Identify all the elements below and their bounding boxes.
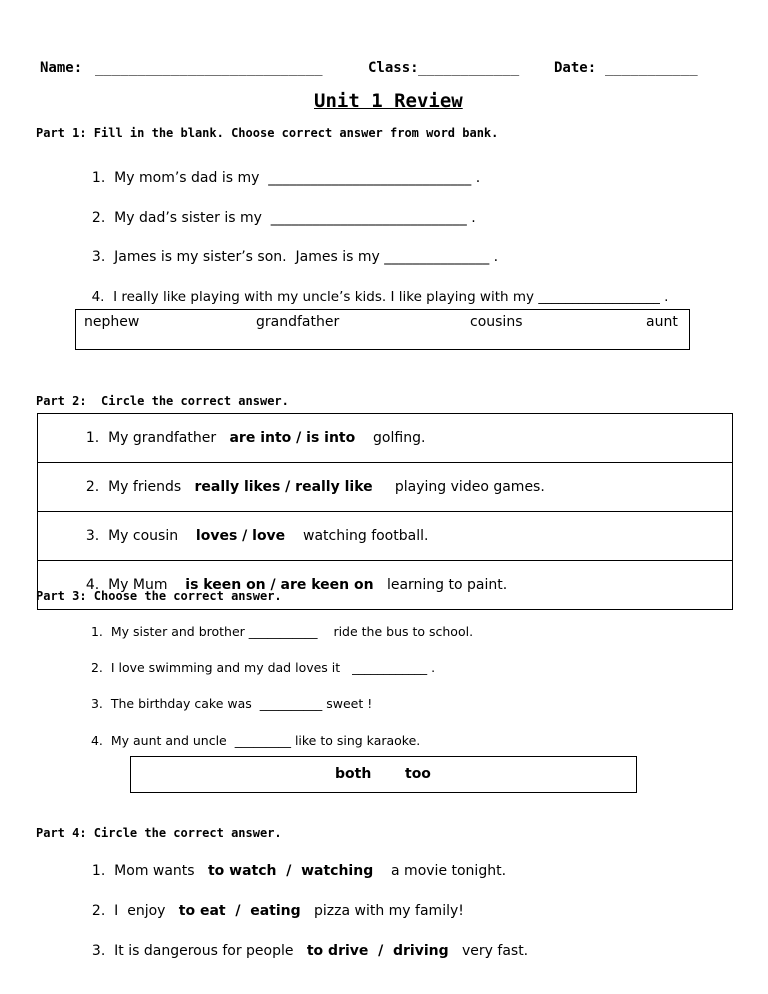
part3-item: 3. The birthday cake was __________ sweet !: [90, 696, 373, 711]
word-bank-item: too: [405, 766, 431, 782]
part1-heading: Part 1: Fill in the blank. Choose correct answer from word bank.: [36, 126, 499, 140]
class-label: Class:: [368, 60, 419, 76]
part4-item: 3. It is dangerous for people to drive / driving very fast.: [91, 943, 529, 959]
part2-table: [37, 413, 733, 610]
part4-heading: Part 4: Circle the correct answer.: [36, 826, 282, 840]
name-blank[interactable]: ___________________________: [95, 60, 323, 76]
word-bank-item: both: [335, 766, 372, 782]
word-bank-item: cousins: [470, 314, 523, 330]
word-bank-item: grandfather: [256, 314, 340, 330]
name-label: Name:: [40, 60, 83, 76]
word-bank-part1: [75, 309, 690, 350]
table-row: 2. My friends really likes / really like playing video games.: [38, 463, 733, 512]
blank-field[interactable]: _____________________________: [268, 170, 472, 186]
blank-field[interactable]: ____________: [352, 660, 428, 675]
part3-item: 4. My aunt and uncle _________ like to sing karaoke.: [90, 733, 421, 748]
table-row: 1. My grandfather are into / is into golfing.: [38, 414, 733, 463]
word-bank-item: aunt: [646, 314, 678, 330]
answer-choice[interactable]: to watch / watching: [207, 863, 374, 879]
part1-item: 4. I really like playing with my uncle’s kids. I like playing with my __________________ .: [91, 289, 669, 305]
table-row: 4. My Mum is keen on / are keen on learning to paint.: [38, 561, 733, 610]
blank-field[interactable]: ____________________________: [270, 210, 467, 226]
part1-item: 1. My mom’s dad is my _____________________________ .: [91, 170, 481, 186]
part1-item: 3. James is my sister’s son. James is my _______________ .: [91, 249, 499, 265]
answer-choice[interactable]: loves / love: [195, 528, 286, 544]
blank-field[interactable]: __________________: [538, 289, 660, 305]
class-blank[interactable]: ____________: [418, 60, 520, 76]
answer-choice[interactable]: to eat / eating: [178, 903, 301, 919]
part3-item: 1. My sister and brother ___________ ride the bus to school.: [90, 624, 474, 639]
part2-heading: Part 2: Circle the correct answer.: [36, 394, 289, 408]
part3-heading: Part 3: Choose the correct answer.: [36, 589, 282, 603]
table-row: 3. My cousin loves / love watching football.: [38, 512, 733, 561]
answer-choice[interactable]: are into / is into: [229, 430, 356, 446]
page-title: Unit 1 Review: [314, 90, 463, 112]
part3-item: 2. I love swimming and my dad loves it ____________ .: [90, 660, 436, 675]
answer-choice[interactable]: is keen on / are keen on: [185, 577, 374, 593]
date-blank[interactable]: ___________: [605, 60, 698, 76]
word-bank-part3: [130, 756, 637, 793]
part4-item: 1. Mom wants to watch / watching a movie tonight.: [91, 863, 507, 879]
part4-item: 2. I enjoy to eat / eating pizza with my family!: [91, 903, 464, 919]
blank-field[interactable]: _________: [234, 733, 291, 748]
answer-choice[interactable]: to drive / driving: [306, 943, 449, 959]
blank-field[interactable]: ___________: [248, 624, 318, 639]
blank-field[interactable]: __________: [259, 696, 323, 711]
date-label: Date:: [554, 60, 597, 76]
blank-field[interactable]: _______________: [384, 249, 490, 265]
answer-choice[interactable]: really likes / really like: [194, 479, 373, 495]
word-bank-item: nephew: [84, 314, 140, 330]
part1-item: 2. My dad’s sister is my ____________________________ .: [91, 210, 476, 226]
